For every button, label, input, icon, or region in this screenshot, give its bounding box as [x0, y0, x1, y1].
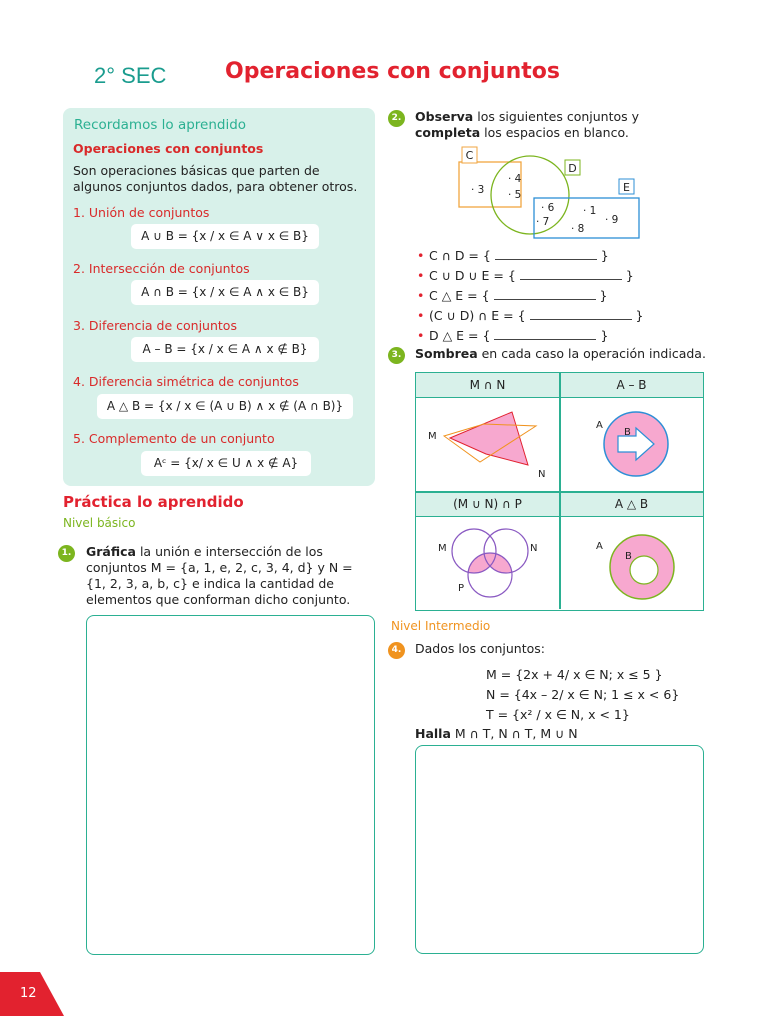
op-prefix: C △ E = {	[429, 288, 490, 303]
element-1: · 1	[583, 205, 597, 217]
blank-field[interactable]	[494, 288, 596, 300]
page-number: 12	[20, 986, 37, 1001]
level-intermediate: Nivel Intermedio	[391, 619, 491, 633]
formula-union: A ∪ B = {x / x ∈ A ∨ x ∈ B}	[131, 224, 319, 249]
set-n-def: N = {4x – 2/ x ∈ N; 1 ≤ x < 6}	[486, 687, 680, 702]
element-7: · 7	[536, 216, 550, 228]
operations-list	[417, 246, 644, 346]
circle-b	[630, 556, 658, 584]
label-a: A	[596, 541, 603, 552]
label-b: B	[625, 551, 632, 562]
set-t-def: T = {x² / x ∈ N, x < 1}	[486, 707, 630, 722]
blank-field[interactable]	[495, 248, 597, 260]
label-p: P	[458, 583, 465, 594]
op-item	[417, 246, 644, 266]
label-m: M	[438, 543, 447, 554]
op-prefix: D △ E = {	[429, 328, 491, 343]
question-1-keyword: Gráfica	[86, 544, 136, 559]
op-suffix: }	[625, 268, 634, 283]
op-prefix: (C ∪ D) ∩ E = {	[429, 308, 526, 323]
label-b: B	[624, 427, 631, 438]
question-1-body: la unión e intersección de los conjuntos M = {a, 1, e, 2, c, 3, 4, d} y N = {1, 2, 3, a, b, c} e indica la cantidad de elementos que conforman dicho conjunto.	[86, 544, 353, 607]
shading-grid	[415, 372, 704, 611]
venn-diagram-cde	[455, 145, 645, 240]
cell-header-a-minus-b: A – B	[560, 373, 703, 397]
question-2-text	[415, 109, 707, 141]
grade-label: 2° SEC	[94, 63, 167, 88]
question-1-badge: 1.	[58, 545, 75, 562]
op-label-complement: 5. Complemento de un conjunto	[73, 431, 275, 446]
op-label-symmetric: 4. Diferencia simétrica de conjuntos	[73, 374, 299, 389]
set-m-def: M = {2x + 4/ x ∈ N; x ≤ 5 }	[486, 667, 663, 682]
blank-field[interactable]	[494, 328, 596, 340]
label-n: N	[530, 543, 538, 554]
label-a: A	[596, 420, 603, 431]
grid-divider-h	[416, 491, 703, 493]
formula-difference: A – B = {x / x ∈ A ∧ x ∉ B}	[131, 337, 319, 362]
cell-header-mn-intersect-p: (M ∪ N) ∩ P	[416, 492, 559, 516]
answer-box-1[interactable]	[86, 615, 375, 955]
element-6: · 6	[541, 202, 555, 214]
cell-header-a-sym-b: A △ B	[560, 492, 703, 516]
recap-subheading: Operaciones con conjuntos	[73, 141, 264, 156]
element-9: · 9	[605, 214, 619, 226]
question-4-find	[415, 726, 578, 742]
cell-header-m-intersect-n: M ∩ N	[416, 373, 559, 397]
op-item	[417, 306, 644, 326]
diagram-a-minus-b	[560, 398, 703, 491]
op-suffix: }	[599, 288, 608, 303]
set-d-label: D	[568, 162, 577, 175]
page-title: Operaciones con conjuntos	[225, 59, 560, 84]
set-c-label: C	[465, 149, 474, 162]
formula-symmetric: A △ B = {x / x ∈ (A ∪ B) ∧ x ∉ (A ∩ B)}	[97, 394, 353, 419]
question-3-body: en cada caso la operación indicada.	[477, 346, 706, 361]
element-5: · 5	[508, 189, 522, 201]
op-prefix: C ∪ D ∪ E = {	[429, 268, 516, 283]
diagram-m-intersect-n	[416, 398, 559, 491]
element-8: · 8	[571, 223, 585, 235]
question-3-badge: 3.	[388, 347, 405, 364]
op-label-union: 1. Unión de conjuntos	[73, 205, 210, 220]
set-e-label: E	[623, 181, 630, 194]
blank-field[interactable]	[530, 308, 632, 320]
set-d-circle	[491, 156, 569, 234]
question-2-keyword-1: Observa	[415, 109, 474, 124]
op-item	[417, 266, 644, 286]
question-4-badge: 4.	[388, 642, 405, 659]
op-item	[417, 326, 644, 346]
diagram-a-sym-b	[560, 517, 703, 609]
formula-intersection: A ∩ B = {x / x ∈ A ∧ x ∈ B}	[131, 280, 319, 305]
op-label-intersection: 2. Intersección de conjuntos	[73, 261, 250, 276]
question-3-keyword: Sombrea	[415, 346, 478, 361]
question-3-text	[415, 346, 707, 362]
question-2-body-1: los siguientes conjuntos y	[473, 109, 640, 124]
element-4: · 4	[508, 173, 522, 185]
blank-field[interactable]	[520, 268, 622, 280]
op-suffix: }	[600, 248, 609, 263]
recap-heading: Recordamos lo aprendido	[74, 117, 247, 133]
practice-heading: Práctica lo aprendido	[63, 493, 244, 511]
op-prefix: C ∩ D = {	[429, 248, 491, 263]
question-2-badge: 2.	[388, 110, 405, 127]
element-3: · 3	[471, 184, 485, 196]
op-item	[417, 286, 644, 306]
question-2-body-2: los espacios en blanco.	[480, 125, 629, 140]
question-4-text: Dados los conjuntos:	[415, 641, 545, 656]
op-label-difference: 3. Diferencia de conjuntos	[73, 318, 237, 333]
answer-box-4[interactable]	[415, 745, 704, 954]
question-2-keyword-2: completa	[415, 125, 481, 140]
question-1-text	[86, 544, 376, 608]
question-4-keyword: Halla	[415, 726, 451, 741]
label-m: M	[428, 431, 437, 442]
sets-list	[486, 665, 679, 725]
op-suffix: }	[635, 308, 644, 323]
recap-intro: Son operaciones básicas que parten de algunos conjuntos dados, para obtener otros.	[73, 163, 358, 194]
level-basic: Nivel básico	[63, 516, 136, 530]
question-4-find-body: M ∩ T, N ∩ T, M ∪ N	[450, 726, 578, 741]
diagram-mn-intersect-p	[416, 517, 559, 609]
op-suffix: }	[600, 328, 609, 343]
formula-complement: Aᶜ = {x/ x ∈ U ∧ x ∉ A}	[141, 451, 311, 476]
label-n: N	[538, 469, 546, 480]
